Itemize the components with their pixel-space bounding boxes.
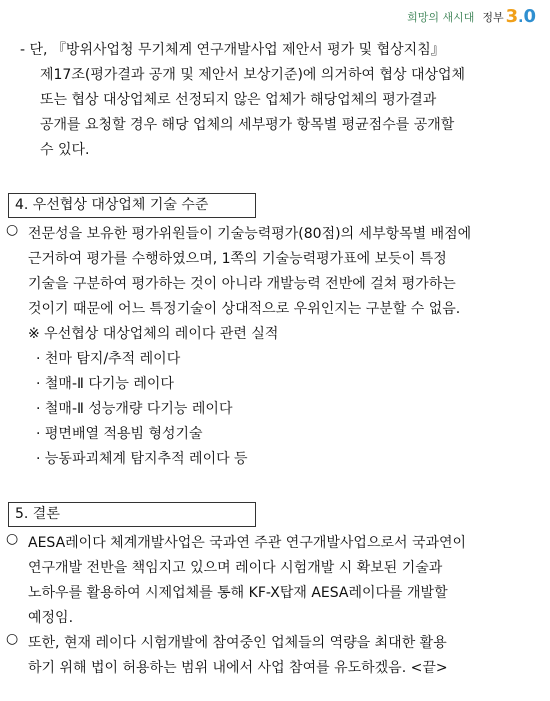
- logo-digit-three: 3: [505, 6, 519, 27]
- slogan-text: 희망의 새시대: [407, 10, 475, 24]
- intro-line-4: 공개를 요청할 경우 해당 업체의 세부평가 항목별 평균점수를 공개할: [40, 117, 455, 133]
- intro-line-1: - 단, 『방위사업청 무기체계 연구개발사업 제안서 평가 및 협상지침』: [20, 42, 445, 58]
- section-5-title: 5. 결론: [8, 502, 256, 527]
- section-5-p2-line-1: 또한, 현재 레이다 시험개발에 참여중인 업체들의 역량을 최대한 활용: [28, 635, 447, 651]
- list-item: · 능동파괴체계 탐지추적 레이다 등: [36, 451, 248, 467]
- document-body: [0, 38, 550, 681]
- circle-bullet: ○: [6, 631, 19, 647]
- section-4-line-4: 것이기 때문에 어느 특정기술이 상대적으로 우위인지는 구분할 수 없음.: [28, 301, 461, 317]
- section-5-p1-line-4: 예정임.: [28, 610, 74, 626]
- list-item: · 평면배열 적용빔 형성기술: [36, 426, 203, 442]
- intro-paragraph: [0, 38, 550, 163]
- list-item: · 철매-Ⅱ 성능개량 다기능 레이다: [36, 401, 233, 417]
- list-item: · 철매-Ⅱ 다기능 레이다: [36, 376, 174, 392]
- list-item: · 천마 탐지/추적 레이다: [36, 351, 181, 367]
- intro-line-2: 제17조(평가결과 공개 및 제안서 보상기준)에 의거하여 협상 대상업체: [40, 67, 466, 83]
- section-4-line-1: 전문성을 보유한 평가위원들이 기술능력평가(80점)의 세부항목별 배점에: [28, 226, 472, 242]
- section-5-p2-line-2: 하기 위해 법이 허용하는 범위 내에서 사업 참여를 유도하겠음. <끝>: [28, 660, 448, 676]
- section-4-paragraph: [0, 222, 550, 322]
- logo-digit-zero: 0: [523, 6, 536, 27]
- section-5-paragraph-1: [0, 531, 550, 631]
- circle-bullet: ○: [6, 222, 19, 238]
- section-5-p1-line-3: 노하우를 활용하여 시제업체를 통해 KF-X탑재 AESA레이다를 개발할: [28, 585, 448, 601]
- section-4-title: 4. 우선협상 대상업체 기술 수준: [8, 193, 256, 218]
- intro-line-3: 또는 협상 대상업체로 선정되지 않은 업체가 해당업체의 평가결과: [40, 92, 437, 108]
- government-3-0-logo: [506, 6, 536, 27]
- section-5: [0, 502, 550, 681]
- government-label: 정부: [482, 10, 504, 24]
- logo-dot: .: [518, 10, 524, 26]
- section-4: [0, 193, 550, 472]
- section-5-paragraph-2: [0, 631, 550, 681]
- intro-line-5: 수 있다.: [40, 142, 90, 158]
- circle-bullet: ○: [6, 531, 19, 547]
- section-5-p1-line-2: 연구개발 전반을 책임지고 있으며 레이다 시험개발 시 확보된 기술과: [28, 560, 443, 576]
- section-5-p1-line-1: AESA레이다 체계개발사업은 국과연 주관 연구개발사업으로서 국과연이: [28, 535, 467, 551]
- section-4-note: ※ 우선협상 대상업체의 레이다 관련 실적: [28, 326, 279, 342]
- section-4-line-2: 근거하여 평가를 수행하였으며, 1쪽의 기술능력평가표에 보듯이 특정: [28, 251, 447, 267]
- section-4-line-3: 기술을 구분하여 평가하는 것이 아니라 개발능력 전반에 걸쳐 평가하는: [28, 276, 456, 292]
- page-header: [407, 6, 536, 27]
